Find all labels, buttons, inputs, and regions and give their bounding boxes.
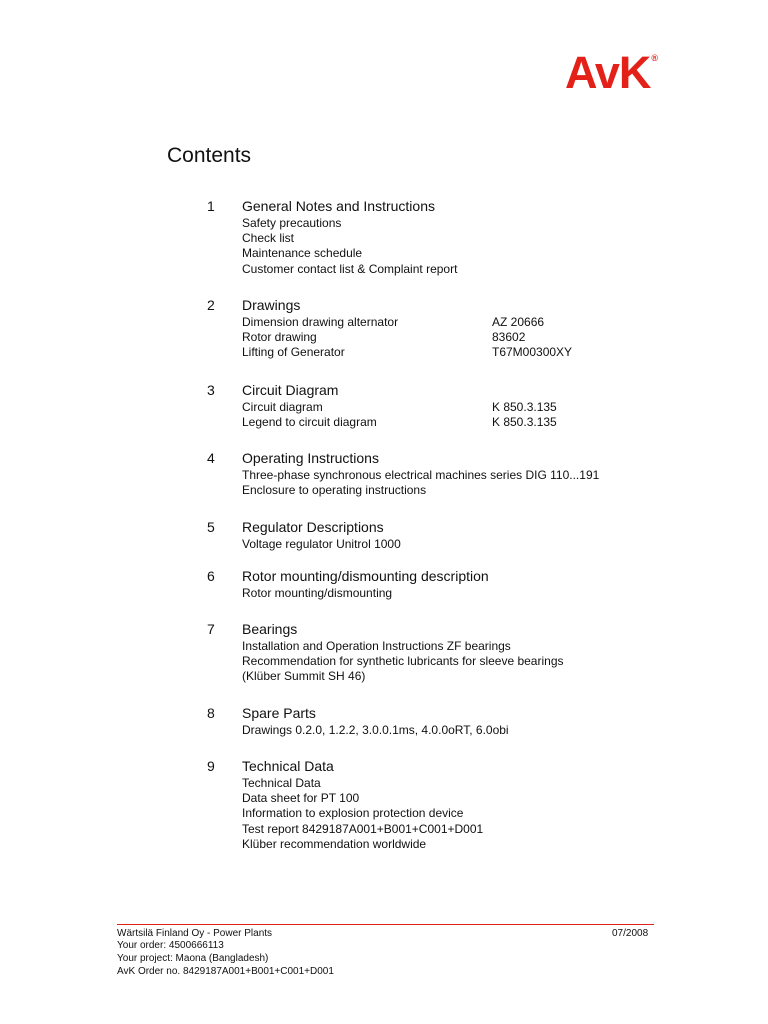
section-heading: Drawings — [242, 297, 301, 313]
section-item: Safety precautions — [242, 216, 342, 230]
registered-mark: ® — [651, 53, 657, 63]
section-heading: Circuit Diagram — [242, 382, 339, 398]
section-item-reference: AZ 20666 — [492, 315, 545, 329]
section-item: Information to explosion protection device — [242, 806, 464, 821]
section-item: Technical Data — [242, 776, 321, 790]
avk-logo: AvK® — [565, 47, 657, 98]
section-item: Data sheet for PT 100 — [242, 791, 360, 806]
footer-order: Your order: 4500666113 — [117, 940, 224, 951]
footer-avk-order: AvK Order no. 8429187A001+B001+C001+D001 — [117, 966, 334, 977]
section-item: Dimension drawing alternator — [242, 315, 399, 329]
section-item: Enclosure to operating instructions — [242, 483, 427, 498]
section-item: Customer contact list & Complaint report — [242, 261, 458, 276]
section-heading: Bearings — [242, 621, 298, 637]
section-number: 1 — [207, 198, 215, 214]
section-item: Circuit diagram — [242, 400, 323, 414]
page-title: Contents — [167, 144, 252, 167]
section-item: (Klüber Summit SH 46) — [242, 669, 366, 684]
section-item-reference: K 850.3.135 — [492, 415, 557, 430]
section-item: Recommendation for synthetic lubricants for sleeve bearings — [242, 654, 564, 669]
section-number: 4 — [207, 450, 215, 466]
section-heading: Technical Data — [242, 758, 334, 774]
footer-divider — [117, 924, 654, 925]
section-item: Lifting of Generator — [242, 345, 345, 360]
section-item: Klüber recommendation worldwide — [242, 836, 427, 851]
section-heading: Spare Parts — [242, 705, 316, 721]
footer-company: Wärtsilä Finland Oy - Power Plants — [117, 928, 273, 939]
section-heading: Regulator Descriptions — [242, 519, 384, 535]
section-item-reference: 83602 — [492, 330, 526, 345]
section-item: Installation and Operation Instructions ZF bearings — [242, 639, 511, 653]
section-item: Drawings 0.2.0, 1.2.2, 3.0.0.1ms, 4.0.0oRT, 6.0obi — [242, 723, 509, 737]
section-heading: General Notes and Instructions — [242, 198, 435, 214]
section-number: 5 — [207, 519, 215, 535]
section-item: Test report 8429187A001+B001+C001+D001 — [242, 821, 484, 836]
section-item: Check list — [242, 231, 295, 246]
section-item: Three-phase synchronous electrical machines series DIG 110...191 — [242, 468, 600, 482]
section-number: 2 — [207, 297, 215, 313]
section-number: 8 — [207, 705, 215, 721]
section-item-reference: T67M00300XY — [492, 345, 573, 360]
section-item: Voltage regulator Unitrol 1000 — [242, 537, 401, 551]
section-number: 9 — [207, 758, 215, 774]
footer-date: 07/2008 — [612, 928, 649, 939]
section-heading: Operating Instructions — [242, 450, 379, 466]
section-number: 3 — [207, 382, 215, 398]
section-number: 6 — [207, 568, 215, 584]
section-item-reference: K 850.3.135 — [492, 400, 557, 414]
section-heading: Rotor mounting/dismounting description — [242, 568, 489, 584]
section-item: Rotor mounting/dismounting — [242, 586, 393, 600]
section-number: 7 — [207, 621, 215, 637]
section-item: Maintenance schedule — [242, 246, 363, 261]
section-item: Rotor drawing — [242, 330, 317, 345]
footer-project: Your project: Maona (Bangladesh) — [117, 953, 269, 964]
section-item: Legend to circuit diagram — [242, 415, 377, 430]
